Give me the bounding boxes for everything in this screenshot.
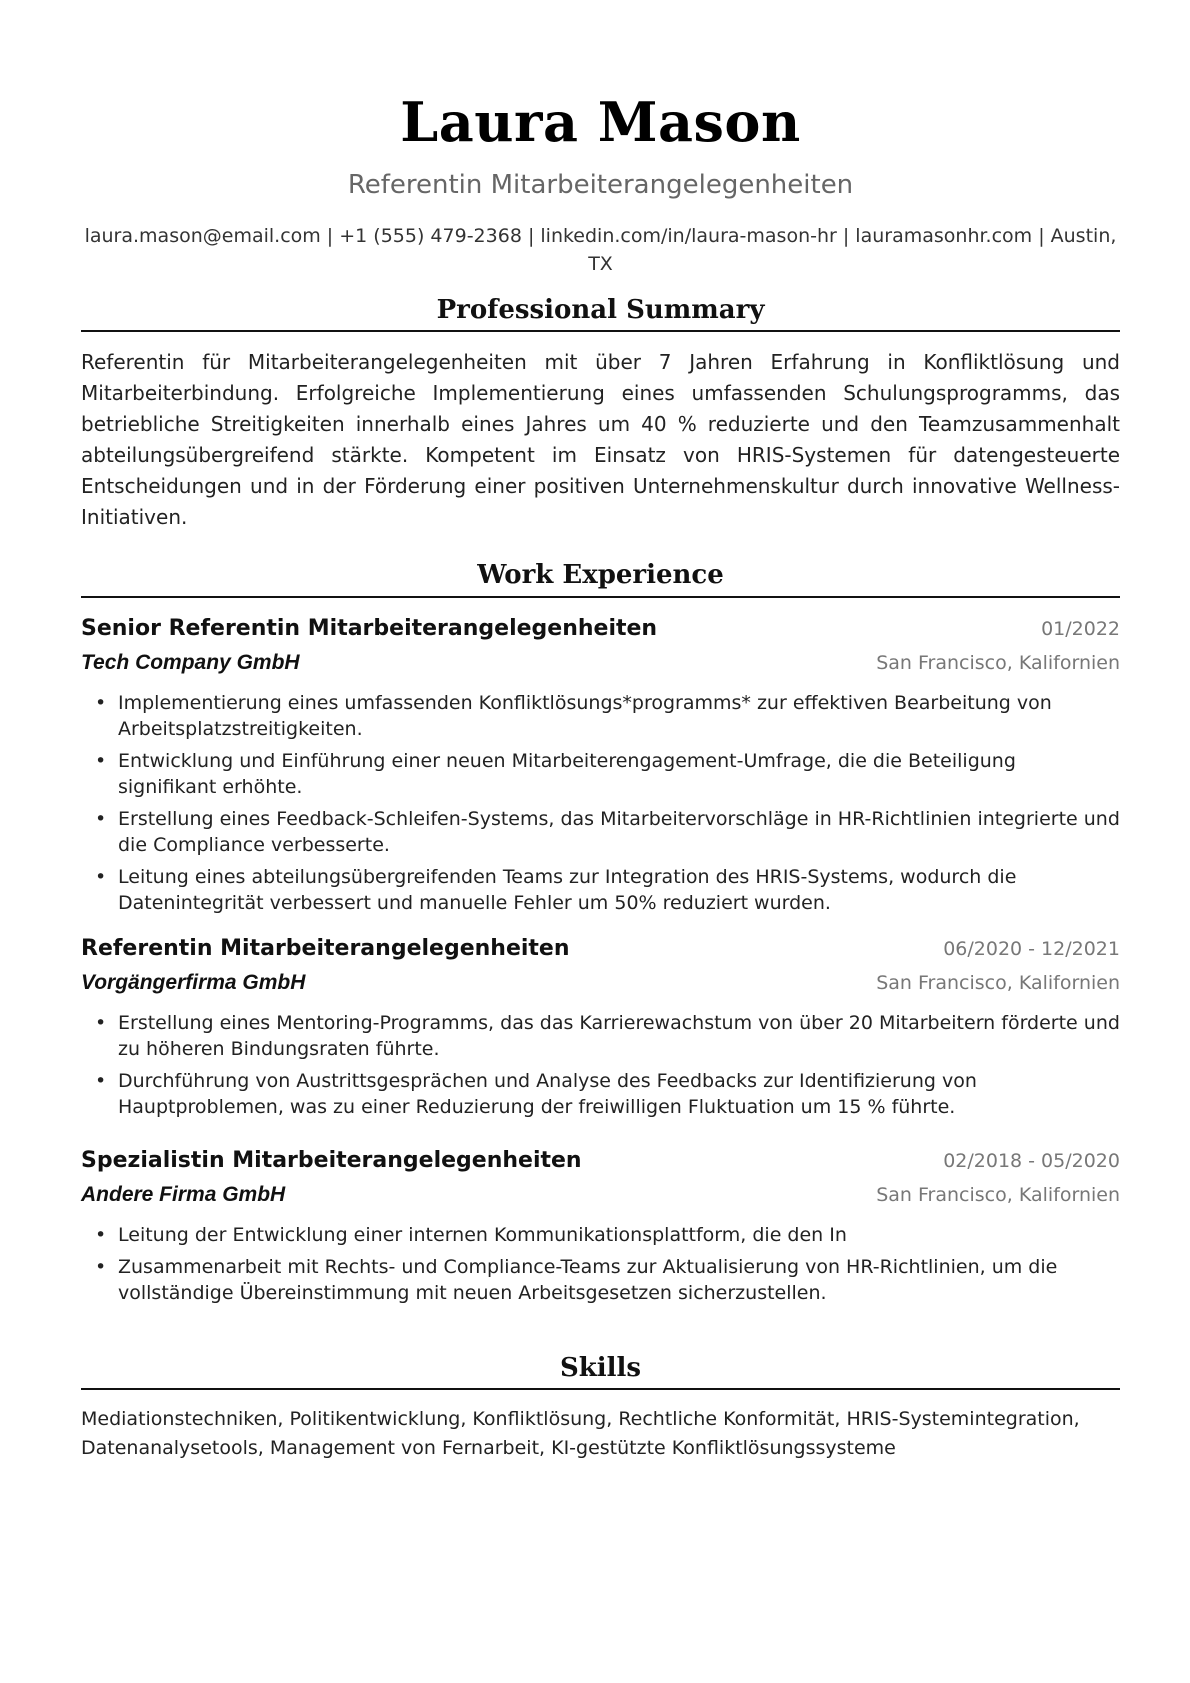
candidate-name: Laura Mason xyxy=(400,90,801,154)
job-bullets xyxy=(81,690,1120,916)
job-entry xyxy=(81,932,1120,1126)
job-bullet: • Erstellung eines Mentoring-Programms, das das Karrierewachstum von über 20 Mitarbeitern förderte und zu höheren Bindungsraten führte. xyxy=(95,1012,1120,1060)
job-role: Senior Referentin Mitarbeiterangelegenheiten xyxy=(81,616,658,641)
job-location: San Francisco, Kalifornien xyxy=(876,652,1120,674)
job-company-row xyxy=(81,646,1120,680)
job-bullet: • Durchführung von Austrittsgesprächen und Analyse des Feedbacks zur Identifizierung von Hauptproblemen, was zu einer Reduzierung der freiwilligen Fluktuation um 15 % führte. xyxy=(95,1070,977,1118)
skills-text: Mediationstechniken, Politikentwicklung, Konfliktlösung, Rechtliche Konformität, HRIS-Systemintegration, Datenanalysetools, Management von Fernarbeit, KI-gestützte Konfliktlösungssysteme xyxy=(81,1408,1080,1459)
job-bullet: • Leitung der Entwicklung einer internen Kommunikationsplattform, die den In xyxy=(95,1224,847,1246)
job-bullet: • Implementierung eines umfassenden Konfliktlösungs*programms* zur effektiven Bearbeitung von Arbeitsplatzstreitigkeiten. xyxy=(95,692,1052,740)
experience-heading: Work Experience xyxy=(477,560,724,590)
job-dates: 02/2018 - 05/2020 xyxy=(943,1150,1120,1172)
job-bullet: • Entwicklung und Einführung einer neuen Mitarbeiterengagement-Umfrage, die die Beteiligung signifikant erhöhte. xyxy=(95,750,1016,798)
job-company: Tech Company GmbH xyxy=(81,651,300,674)
job-header-row xyxy=(81,1144,1120,1178)
job-bullets xyxy=(81,1010,1120,1120)
job-dates: 01/2022 xyxy=(1041,618,1120,640)
job-location: San Francisco, Kalifornien xyxy=(876,1184,1120,1206)
summary-text: Referentin für Mitarbeiterangelegenheiten mit über 7 Jahren Erfahrung in Konfliktlösung und Mitarbeiterbindung. Erfolgreiche Implementierung eines umfassenden Schulungsprogramms, das betriebliche Streitigkeiten innerhalb eines Jahres um 40 % reduzierte und den Teamzusammenhalt abteilungsübergreifend stärkte. Kompetent im Einsatz von HRIS-Systemen für datengesteuerte Entscheidungen und in der Förderung einer positiven Unternehmenskultur durch innovative Wellness-Initiativen. xyxy=(81,350,1120,529)
skills-heading: Skills xyxy=(559,1353,642,1383)
job-header-row xyxy=(81,612,1120,646)
job-entry xyxy=(81,612,1120,922)
summary-divider xyxy=(81,330,1120,332)
contact-line: laura.mason@email.com | +1 (555) 479-2368 | linkedin.com/in/laura-mason-hr | lauramasonhr.com | Austin, TX xyxy=(84,225,1117,275)
job-header-row xyxy=(81,932,1120,966)
job-bullets xyxy=(81,1222,1120,1306)
experience-divider xyxy=(81,596,1120,598)
candidate-title: Referentin Mitarbeiterangelegenheiten xyxy=(347,170,854,200)
job-company-row xyxy=(81,966,1120,1000)
job-location: San Francisco, Kalifornien xyxy=(876,972,1120,994)
job-dates: 06/2020 - 12/2021 xyxy=(943,938,1120,960)
job-bullet: • Zusammenarbeit mit Rechts- und Compliance-Teams zur Aktualisierung von HR-Richtlinien, um die vollständige Übereinstimmung mit neuen Arbeitsgesetzen sicherzustellen. xyxy=(95,1256,1058,1304)
job-role: Referentin Mitarbeiterangelegenheiten xyxy=(81,936,570,961)
job-role: Spezialistin Mitarbeiterangelegenheiten xyxy=(81,1148,582,1173)
job-entry xyxy=(81,1144,1120,1312)
job-company-row xyxy=(81,1178,1120,1212)
job-bullet: • Leitung eines abteilungsübergreifenden Teams zur Integration des HRIS-Systems, wodurch die Datenintegrität verbessert und manuelle Fehler um 50% reduziert wurden. xyxy=(95,866,1017,914)
job-bullet: • Erstellung eines Feedback-Schleifen-Systems, das Mitarbeitervorschläge in HR-Richtlinien integrierte und die Compliance verbesserte. xyxy=(95,808,1120,856)
summary-heading: Professional Summary xyxy=(436,295,765,325)
job-company: Vorgängerfirma GmbH xyxy=(81,971,306,994)
job-company: Andere Firma GmbH xyxy=(81,1183,286,1206)
skills-divider xyxy=(81,1388,1120,1390)
